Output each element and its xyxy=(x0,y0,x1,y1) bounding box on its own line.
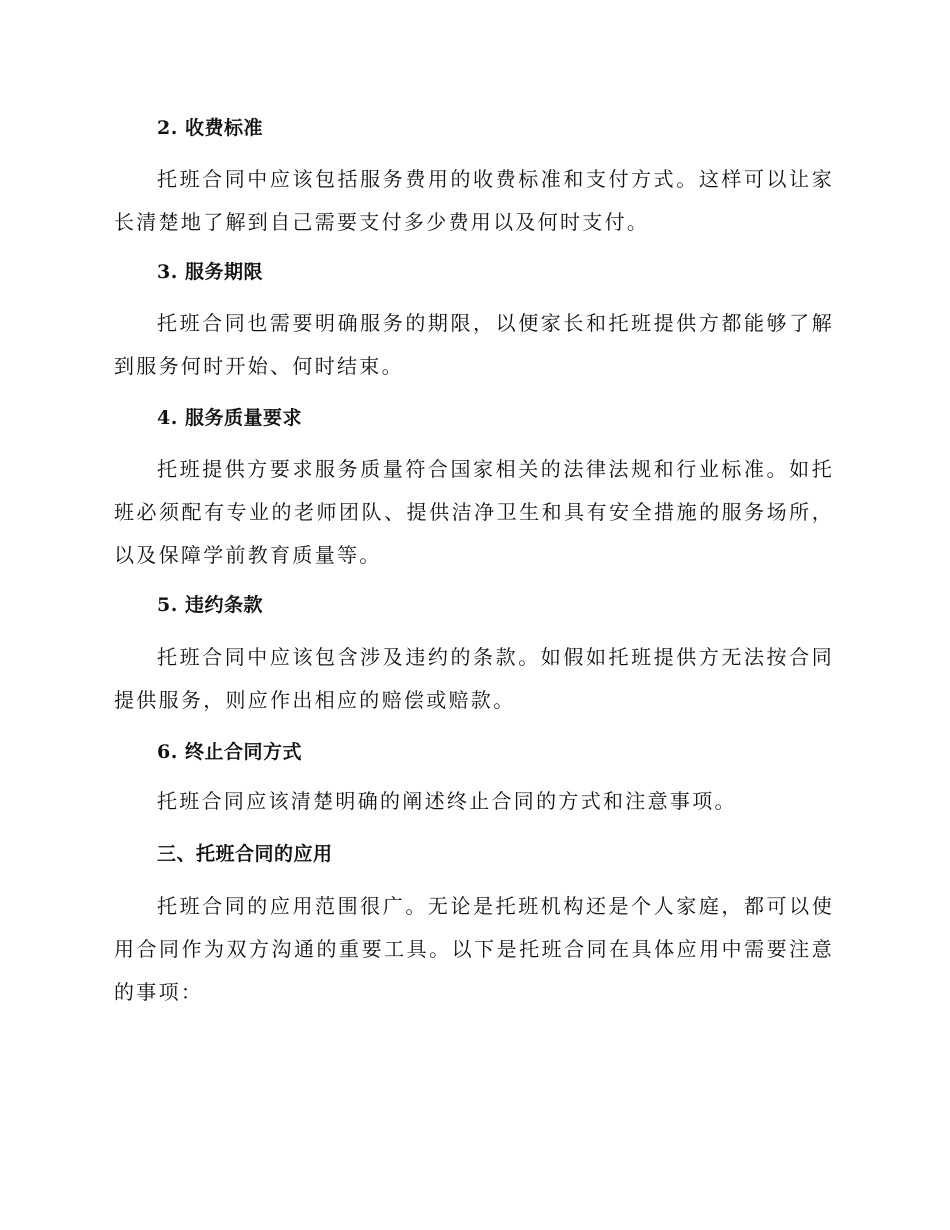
section-heading-termination: 6. 终止合同方式 xyxy=(157,741,302,763)
section-body-fee-standard: 托班合同中应该包括服务费用的收费标准和支付方式。这样可以让家长清楚地了解到自己需要支付多少费用以及何时支付。 xyxy=(114,167,834,234)
section-body-breach-terms: 托班合同中应该包含涉及违约的条款。如假如托班提供方无法按合同提供服务，则应作出相应的赔偿或赔款。 xyxy=(114,645,834,712)
section-heading-service-quality: 4. 服务质量要求 xyxy=(157,407,302,429)
section-body-termination: 托班合同应该清楚明确的阐述终止合同的方式和注意事项。 xyxy=(157,789,737,813)
section-body-service-period: 托班合同也需要明确服务的期限，以便家长和托班提供方都能够了解到服务何时开始、何时结束。 xyxy=(114,311,834,378)
section-heading-fee-standard: 2. 收费标准 xyxy=(157,117,263,139)
section-body-application: 托班合同的应用范围很广。无论是托班机构还是个人家庭，都可以使用合同作为双方沟通的重要工具。以下是托班合同在具体应用中需要注意的事项： xyxy=(114,894,834,1004)
section-heading-breach-terms: 5. 违约条款 xyxy=(157,594,263,616)
section-body-service-quality: 托班提供方要求服务质量符合国家相关的法律法规和行业标准。如托班必须配有专业的老师团队、提供洁净卫生和具有安全措施的服务场所，以及保障学前教育质量等。 xyxy=(114,457,834,567)
section-heading-service-period: 3. 服务期限 xyxy=(157,261,263,283)
section-heading-application: 三、托班合同的应用 xyxy=(157,843,333,865)
